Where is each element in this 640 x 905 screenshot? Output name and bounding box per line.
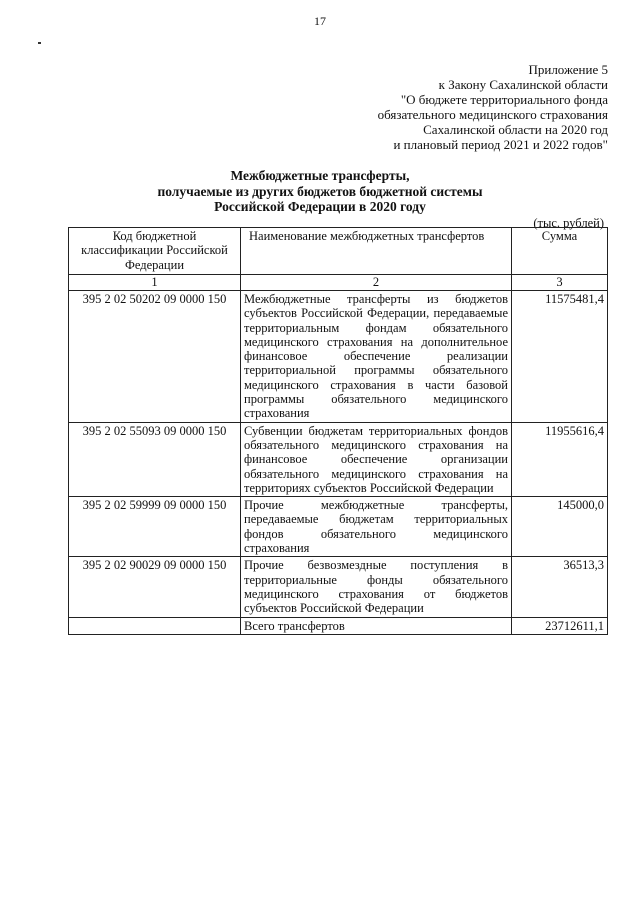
total-label: Всего трансфертов <box>241 617 512 634</box>
row-code: 395 2 02 55093 09 0000 150 <box>69 422 241 496</box>
total-empty-cell <box>69 617 241 634</box>
table-header-row <box>69 228 608 275</box>
annex-line: "О бюджете территориального фонда <box>400 92 608 107</box>
row-name: Субвенции бюджетам территориальных фондов обязательного медицинского страхования на финансовое обеспечение организации обязательного медицинского страхования на территориях субъектов Российской Федерации <box>241 422 512 496</box>
row-amount: 11575481,4 <box>512 291 608 423</box>
row-amount: 11955616,4 <box>512 422 608 496</box>
annex-line: к Закону Сахалинской области <box>438 77 608 92</box>
total-row <box>69 617 608 634</box>
annex-block <box>378 62 608 152</box>
title-line: получаемые из других бюджетов бюджетной системы <box>157 183 483 199</box>
table-row <box>69 557 608 617</box>
title-line: Межбюджетные трансферты, <box>230 168 410 183</box>
document-title <box>0 168 640 215</box>
annex-line: Сахалинской области на 2020 год <box>423 122 608 137</box>
title-line: Российской Федерации в 2020 году <box>214 199 426 214</box>
header-sum: Сумма <box>512 228 608 275</box>
row-code: 395 2 02 50202 09 0000 150 <box>69 291 241 423</box>
row-amount: 145000,0 <box>512 497 608 557</box>
scan-speck <box>38 42 41 44</box>
row-name: Межбюджетные трансферты из бюджетов субъектов Российской Федерации, передаваемые территориальным фондам обязательного медицинского страхования на дополнительное финансовое обеспечение реализации территориальной программы обязательного медицинского страхования в части базовой программы обязательного медицинского страхования <box>241 291 512 423</box>
total-amount: 23712611,1 <box>512 617 608 634</box>
header-name: Наименование межбюджетных трансфертов <box>241 228 512 275</box>
row-code: 395 2 02 59999 09 0000 150 <box>69 497 241 557</box>
table-row <box>69 422 608 496</box>
row-name: Прочие безвозмездные поступления в территориальные фонды обязательного медицинского страхования от бюджетов субъектов Российской Федерации <box>241 557 512 617</box>
transfers-table <box>68 227 608 635</box>
table-row <box>69 291 608 423</box>
page-number: 17 <box>314 14 326 28</box>
row-name: Прочие межбюджетные трансферты, передаваемые бюджетам территориальных фондов обязательного медицинского страхования <box>241 497 512 557</box>
annex-line: обязательного медицинского страхования <box>377 107 608 122</box>
annex-line: Приложение 5 <box>528 62 608 77</box>
column-number: 1 <box>69 275 241 291</box>
row-amount: 36513,3 <box>512 557 608 617</box>
column-number: 2 <box>241 275 512 291</box>
table-row <box>69 497 608 557</box>
header-code: Код бюджетной классификации Российской Федерации <box>69 228 241 275</box>
units-label: (тыс. рублей) <box>533 216 604 230</box>
column-number: 3 <box>512 275 608 291</box>
column-number-row <box>69 275 608 291</box>
row-code: 395 2 02 90029 09 0000 150 <box>69 557 241 617</box>
annex-line: и плановый период 2021 и 2022 годов" <box>393 137 608 152</box>
